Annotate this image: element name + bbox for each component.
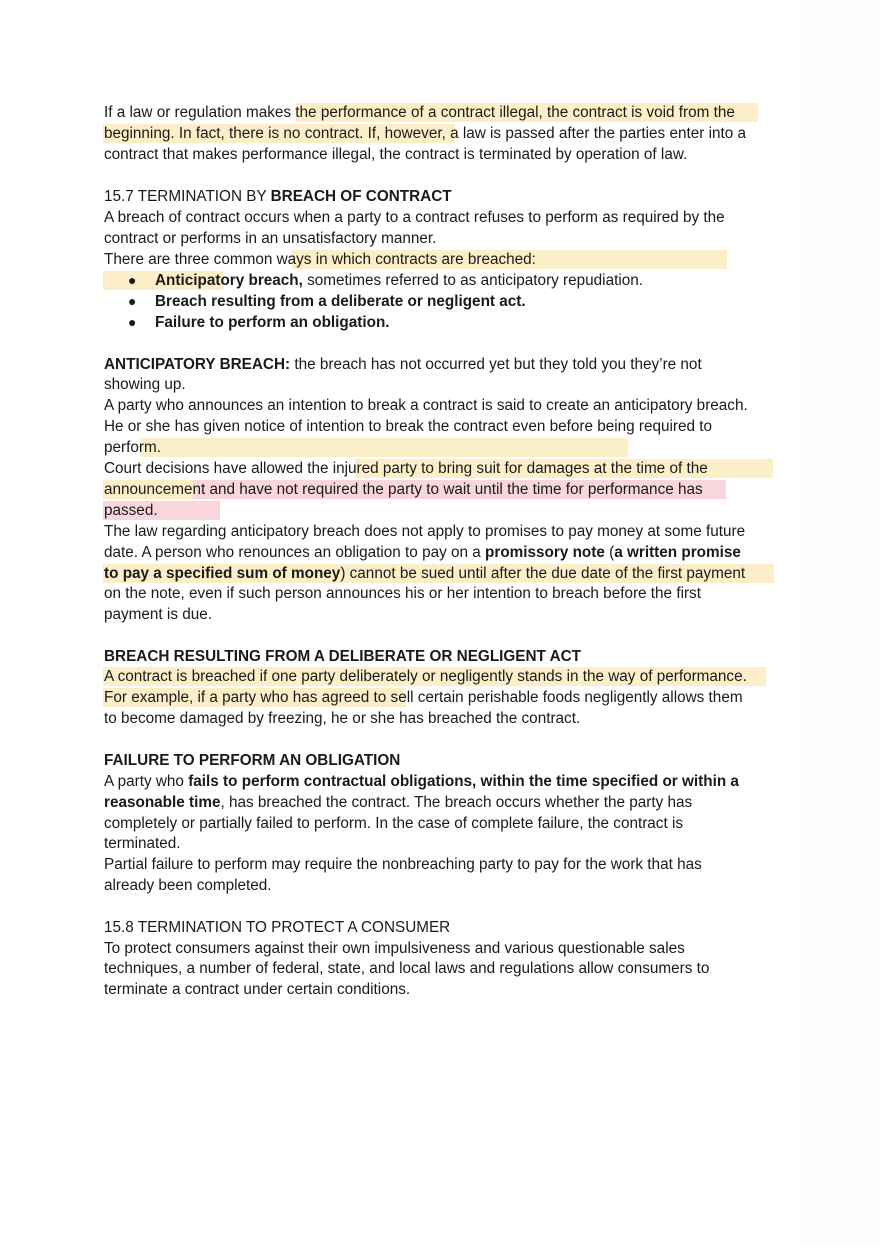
bullet-icon: ●: [128, 314, 137, 330]
section-heading-15-7: 15.7 TERMINATION BY BREACH OF CONTRACT: [104, 188, 452, 205]
section-heading-15-8: 15.8 TERMINATION TO PROTECT A CONSUMER: [104, 919, 451, 936]
bullet-icon: ●: [128, 293, 137, 309]
body-line: terminated.: [104, 835, 181, 852]
intro-line: beginning. In fact, there is no contract. If, however, a law is passed after the parties enter into a: [104, 125, 746, 142]
anticipatory-heading: ANTICIPATORY BREACH: the breach has not occurred yet but they told you they’re not: [104, 356, 702, 373]
body-line: A party who announces an intention to break a contract is said to create an anticipatory breach.: [104, 397, 748, 414]
body-line: showing up.: [104, 376, 186, 393]
list-item: Anticipatory breach, sometimes referred to as anticipatory repudiation.: [155, 272, 644, 289]
body-line: techniques, a number of federal, state, and local laws and regulations allow consumers to: [104, 960, 710, 977]
body-line: on the note, even if such person announces his or her intention to breach before the first: [104, 585, 701, 602]
body-line: For example, if a party who has agreed to sell certain perishable foods negligently allows them: [104, 689, 743, 706]
body-line: completely or partially failed to perform. In the case of complete failure, the contract is: [104, 815, 684, 832]
body-line: perform.: [104, 439, 161, 456]
body-line: date. A person who renounces an obligation to pay on a promissory note (a written promise: [104, 544, 741, 561]
intro-line: If a law or regulation makes the performance of a contract illegal, the contract is void from the: [104, 104, 735, 121]
body-line: already been completed.: [104, 877, 272, 894]
deliberate-heading: BREACH RESULTING FROM A DELIBERATE OR NEGLIGENT ACT: [104, 648, 582, 665]
body-line: Partial failure to perform may require the nonbreaching party to pay for the work that has: [104, 856, 702, 873]
list-item: Failure to perform an obligation.: [155, 314, 390, 331]
body-line: to become damaged by freezing, he or she has breached the contract.: [104, 710, 581, 727]
body-line: terminate a contract under certain conditions.: [104, 981, 411, 998]
list-item: Breach resulting from a deliberate or negligent act.: [155, 293, 526, 310]
body-line: A party who fails to perform contractual obligations, within the time specified or within a: [104, 773, 739, 790]
body-line: A contract is breached if one party deliberately or negligently stands in the way of performance.: [104, 668, 747, 685]
body-line: A breach of contract occurs when a party to a contract refuses to perform as required by the: [104, 209, 725, 226]
body-line: reasonable time, has breached the contract. The breach occurs whether the party has: [104, 794, 693, 811]
body-line: To protect consumers against their own impulsiveness and various questionable sales: [104, 940, 685, 957]
body-line: announcement and have not required the party to wait until the time for performance has: [104, 481, 703, 498]
body-line: passed.: [104, 502, 158, 519]
body-line: to pay a specified sum of money) cannot be sued until after the due date of the first payment: [104, 565, 746, 582]
bullet-icon: ●: [128, 272, 137, 288]
body-line: There are three common ways in which contracts are breached:: [104, 251, 536, 268]
highlight: [141, 438, 628, 457]
body-line: Court decisions have allowed the injured party to bring suit for damages at the time of the: [104, 460, 708, 477]
body-line: contract or performs in an unsatisfactory manner.: [104, 230, 437, 247]
body-line: The law regarding anticipatory breach does not apply to promises to pay money at some future: [104, 523, 746, 540]
page-edge: [798, 0, 880, 1247]
failure-heading: FAILURE TO PERFORM AN OBLIGATION: [104, 752, 401, 769]
body-line: payment is due.: [104, 606, 212, 623]
intro-line: contract that makes performance illegal, the contract is terminated by operation of law.: [104, 146, 688, 163]
body-line: He or she has given notice of intention to break the contract even before being required to: [104, 418, 713, 435]
